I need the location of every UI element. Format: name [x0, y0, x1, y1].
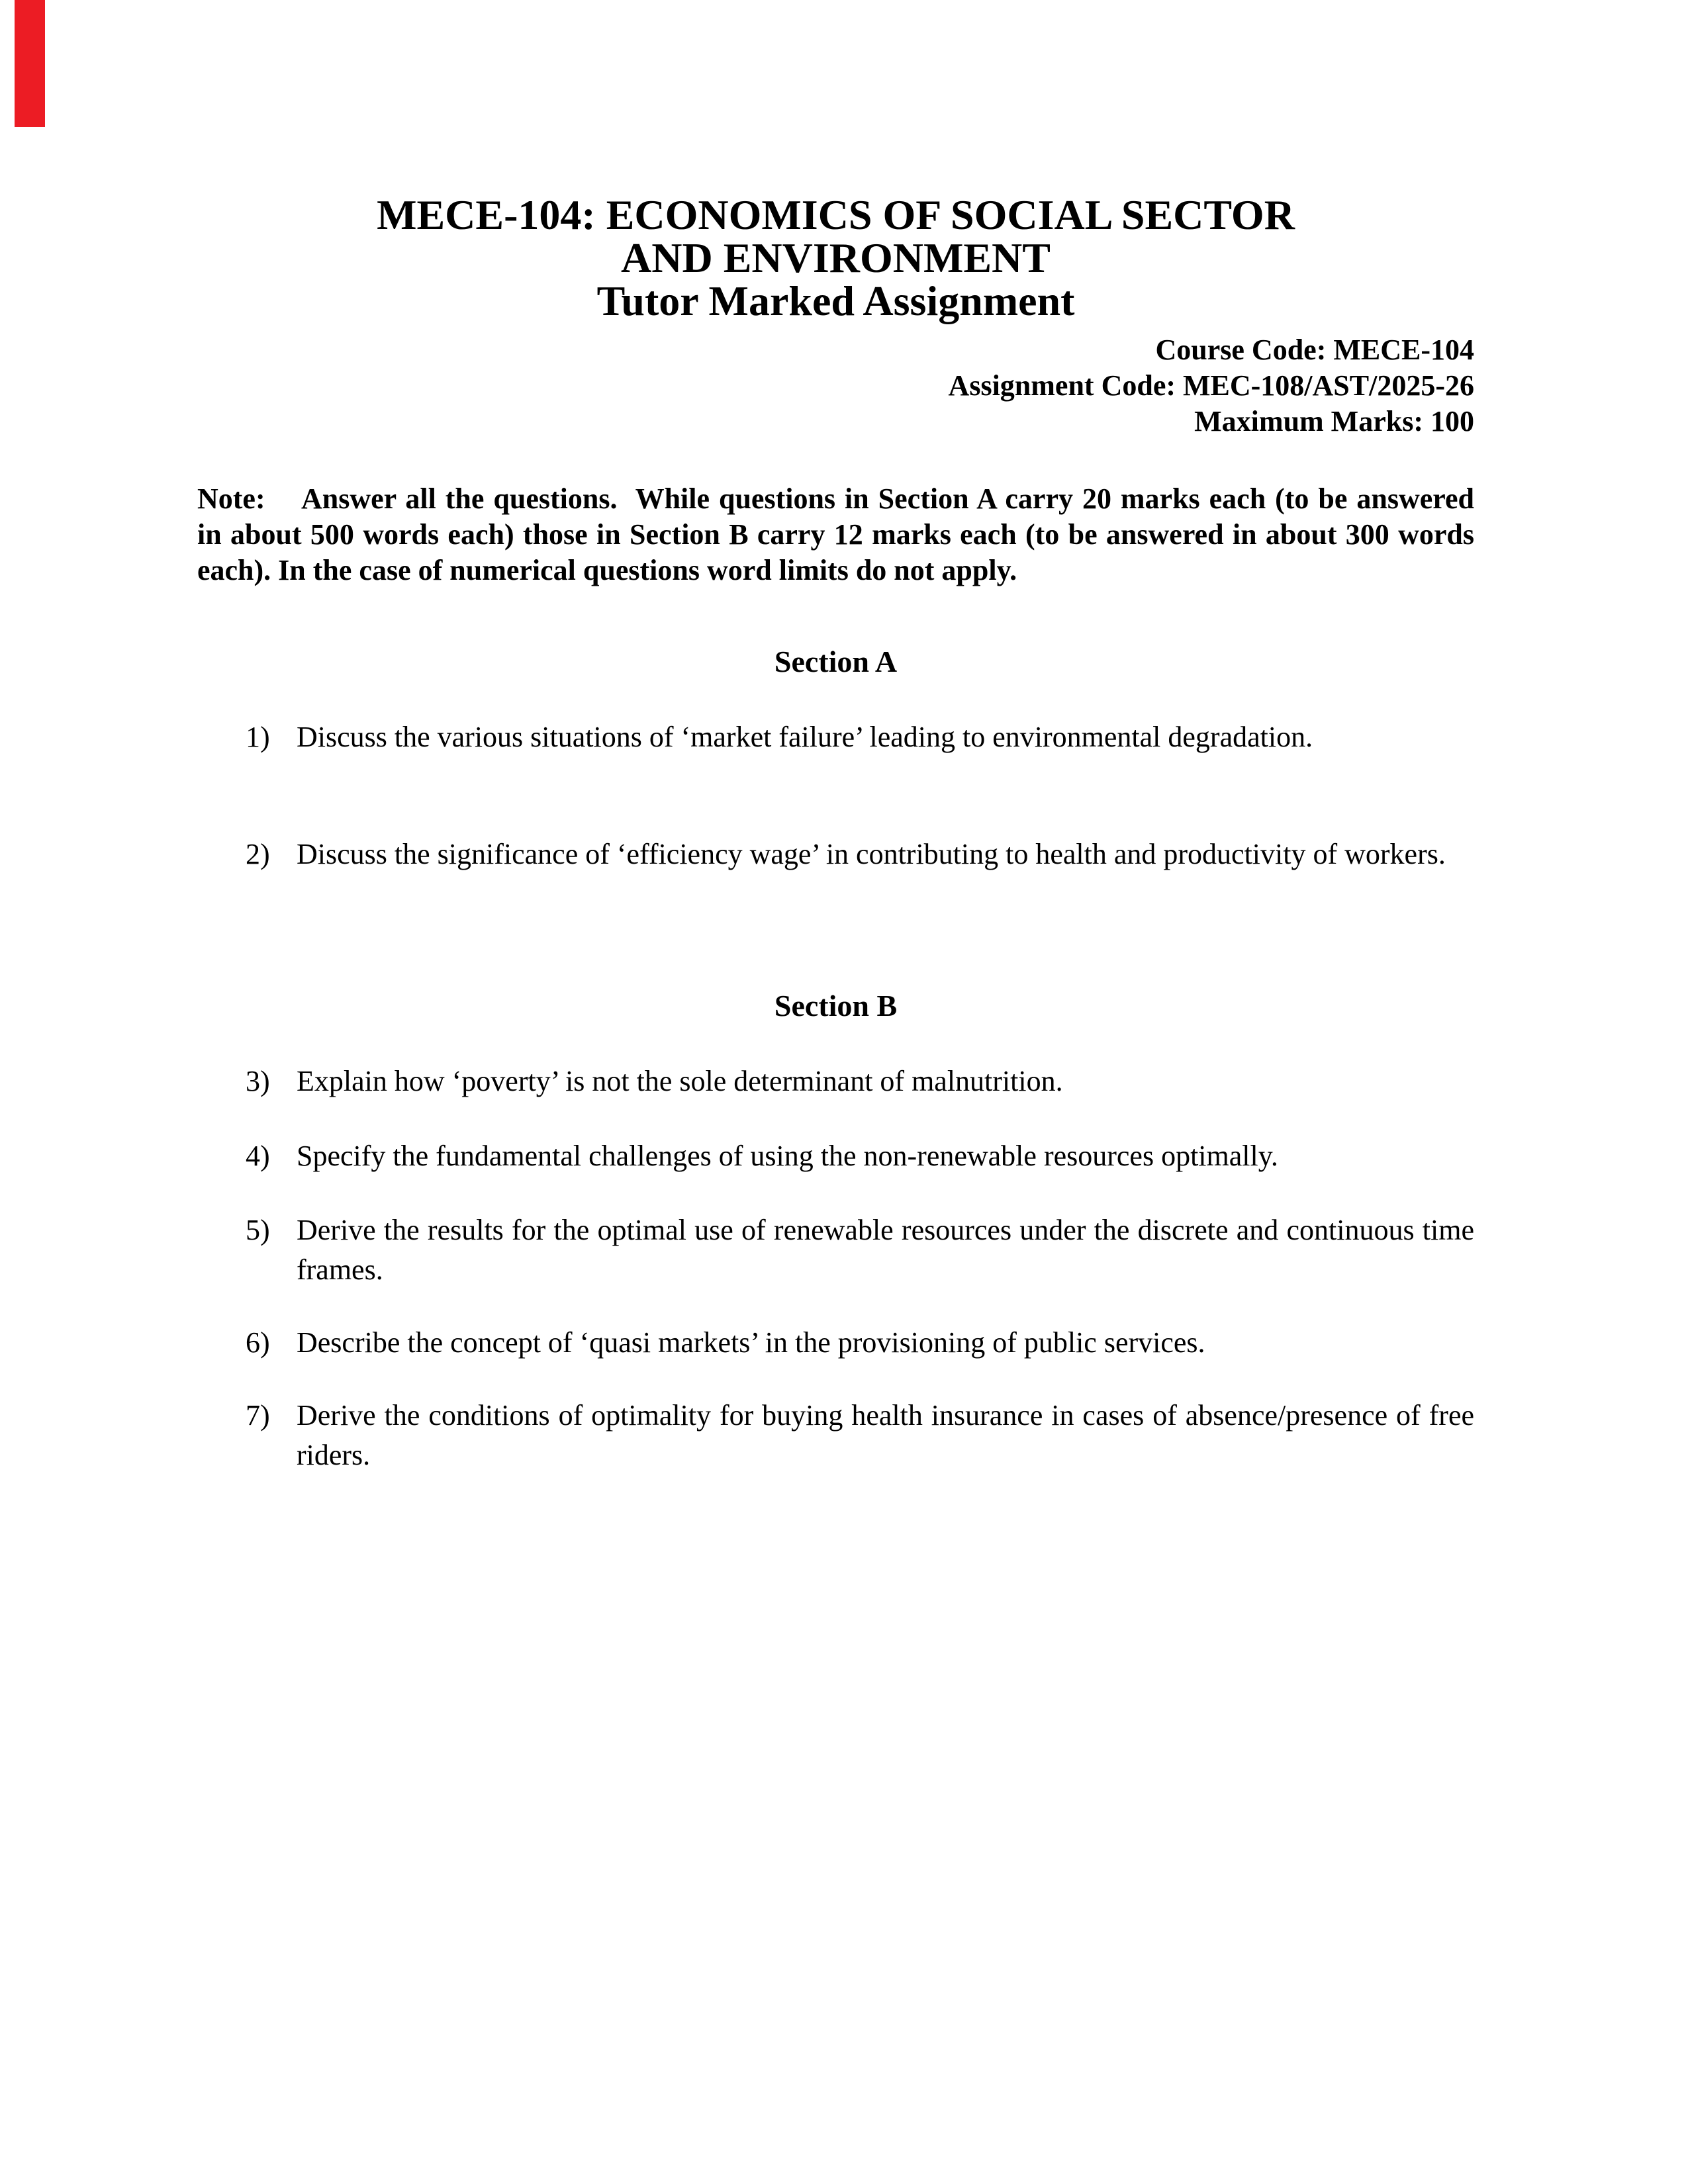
title-line-2: AND ENVIRONMENT — [621, 234, 1051, 281]
document-title — [197, 193, 1474, 322]
question-6 — [197, 1323, 1474, 1363]
course-code-block — [197, 332, 1474, 439]
question-4-text: Specify the fundamental challenges of using the non-renewable resources optimally. — [297, 1140, 1278, 1172]
question-3-text: Explain how ‘poverty’ is not the sole determinant of malnutrition. — [297, 1065, 1063, 1097]
assignment-code: Assignment Code: MEC-108/AST/2025-26 — [948, 369, 1474, 402]
question-7 — [197, 1396, 1474, 1475]
question-5-number: 5) — [246, 1214, 270, 1246]
note-body: Answer all the questions. While questions in Section A carry 20 marks each (to be answered in about 500 words each) those in Section B carry 12 marks each (to be answered in about 300 words each). In the case of numerical questions word limits do not apply. — [197, 482, 1474, 586]
section-b-heading: Section B — [774, 989, 898, 1023]
question-4-number: 4) — [246, 1140, 270, 1172]
question-7-number: 7) — [246, 1399, 270, 1432]
question-4 — [197, 1136, 1474, 1176]
question-1-number: 1) — [246, 721, 270, 753]
document-content — [197, 0, 1474, 2184]
title-line-3: Tutor Marked Assignment — [596, 277, 1075, 324]
question-3-number: 3) — [246, 1065, 270, 1097]
note-label: Note: — [197, 482, 265, 515]
course-code: Course Code: MECE-104 — [1155, 334, 1474, 366]
question-2-text: Discuss the significance of ‘efficiency wage’ in contributing to health and productivity of workers. — [297, 838, 1446, 870]
question-3 — [197, 1062, 1474, 1101]
question-1-text: Discuss the various situations of ‘market failure’ leading to environmental degradation. — [297, 721, 1313, 753]
question-5-text: Derive the results for the optimal use of renewable resources under the discrete and continuous time frames. — [297, 1214, 1474, 1286]
note-paragraph — [197, 481, 1474, 588]
question-5 — [197, 1210, 1474, 1290]
question-6-text: Describe the concept of ‘quasi markets’ in the provisioning of public services. — [297, 1326, 1205, 1359]
question-2 — [197, 826, 1474, 883]
title-line-1: MECE-104: ECONOMICS OF SOCIAL SECTOR — [377, 191, 1295, 238]
maximum-marks: Maximum Marks: 100 — [1194, 405, 1474, 437]
question-1 — [197, 709, 1474, 766]
question-2-number: 2) — [246, 838, 270, 870]
question-7-text: Derive the conditions of optimality for buying health insurance in cases of absence/presence of free riders. — [297, 1399, 1474, 1471]
section-a-heading: Section A — [774, 645, 898, 678]
page-edge-red-mark — [15, 0, 45, 127]
question-6-number: 6) — [246, 1326, 270, 1359]
